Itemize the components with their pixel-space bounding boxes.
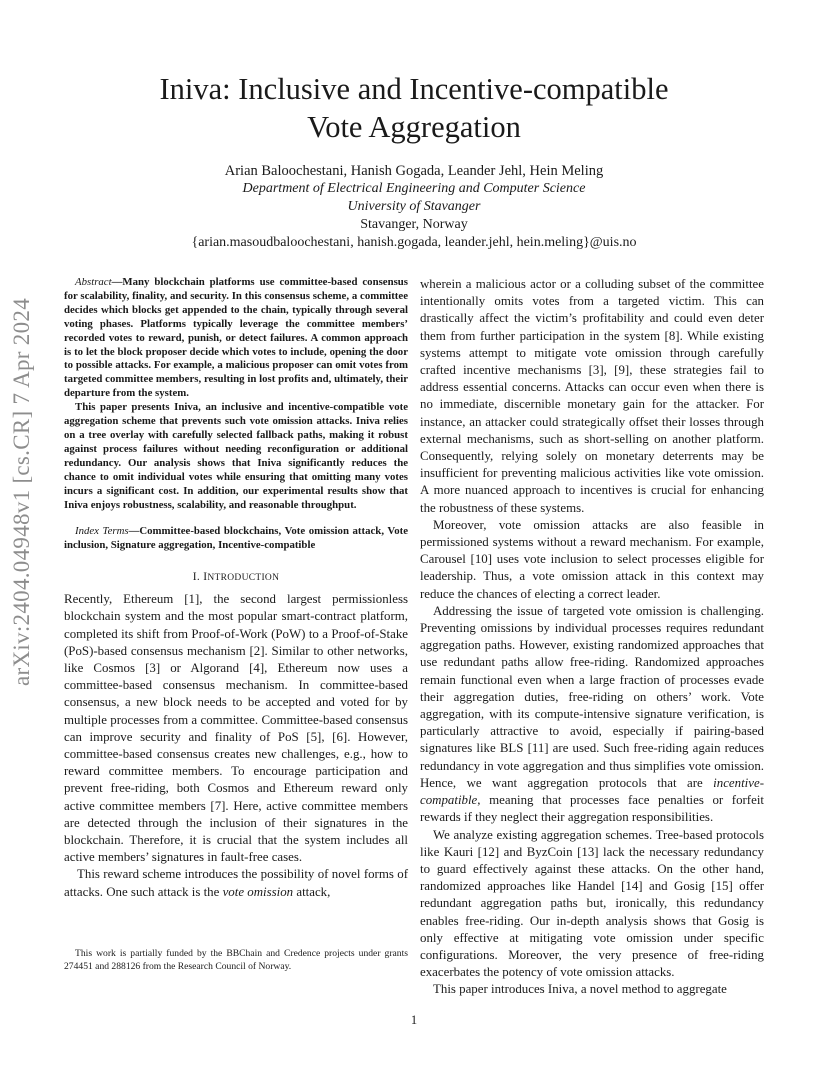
left-body-text: [64, 591, 408, 901]
index-terms: [64, 525, 408, 553]
intro-paragraph-4: [420, 603, 764, 827]
arxiv-side-stamp: [2, 292, 42, 692]
section-heading-introduction: I. INTRODUCTION: [192, 571, 280, 584]
author-block: [100, 162, 728, 252]
abstract-text-1: —Many blockchain platforms use committee-based consensus for scalability, finality, and security. In this consensus scheme, a committee decides which blocks get appended to the chain, typically through several voting phases. Platforms typically leverage the committee members’ recorded votes to reward, punish, or detect failures. A common approach is to let the block proposer decide which votes to include, opening the door to possible attacks. For example, a malicious proposer can omit votes from targeted committee members, resulting in lost profits and, ultimately, their departure from the system.: [64, 276, 408, 400]
right-column: [420, 276, 764, 999]
title-line-2: Vote Aggregation: [307, 110, 521, 144]
intro-paragraph-1: Recently, Ethereum [1], the second largest permissionless blockchain system and the most popular smart-contract platform, completed its shift from Proof-of-Work (PoW) to a Proof-of-Stake (PoS)-based consensus mechanism [2]. Similar to other networks, like Cosmos [3] or Algorand [4], Ethereum now uses a committee-based consensus mechanism. In committee-based consensus, a new block needs to be accepted and voted for by multiple processes from a committee. Committee-based consensus can improve security and finality of PoS [5], [6]. However, committee-based consensus creates new challenges, e.g., how to reward committee members. To encourage participation and prevent free-riding, both Cosmos and Ethereum reward only active committee members [7]. Here, active committee members are detected through the inclusion of their signatures in the blockchain. Therefore, it is crucial that the system includes all active members’ signatures in fault-free cases.: [64, 592, 408, 865]
left-column: [64, 276, 408, 901]
intro-paragraph-2-continued: wherein a malicious actor or a colluding subset of the committee intentionally omits votes from a targeted victim. This can drastically affect the victim’s profitability and could even deter them from further participation in the system [8]. While existing systems attempt to mitigate vote omission through carefully crafted incentive mechanisms [3], [9], these strategies fail to address essential concerns. Attacks can occur even when there is no immediate, discernible monetary gain for the attacker. For instance, an attacker could strategically offset their losses through external mechanisms, such as short-selling on another platform. Consequently, relying solely on monetary deterrents may be insufficient for preventing malicious activities like vote omission. A more nuanced approach to incentives is crucial for enhancing the robustness of these systems.: [420, 277, 764, 515]
funding-footnote: This work is partially funded by the BBChain and Credence projects under grants 274451 and 288126 from the Research Council of Norway.: [64, 948, 408, 972]
author-university: University of Stavanger: [347, 199, 481, 214]
intro-paragraph-2-start: This reward scheme introduces the possibility of novel forms of attacks. One such attack is the: [64, 867, 408, 899]
intro-paragraph-4-end: , meaning that processes face penalties or forfeit rewards if they neglect their aggregation responsibilities.: [420, 793, 764, 825]
index-terms-text: —Committee-based blockchains, Vote omission attack, Vote inclusion, Signature aggregation, Incentive-compatible: [64, 525, 408, 552]
abstract-label: Abstract: [75, 276, 112, 288]
arxiv-identifier: arXiv:2404.04948v1 [cs.CR] 7 Apr 2024: [9, 297, 34, 687]
author-names: Arian Baloochestani, Hanish Gogada, Leander Jehl, Hein Meling: [224, 163, 604, 179]
abstract-paragraph-2: This paper presents Iniva, an inclusive and incentive-compatible vote aggregation scheme that prevents such vote omission attacks. Iniva relies on a tree overlay with carefully selected fallback paths, making it robust against process failures without needing reconfiguration or additional redundancy. Our analysis shows that Iniva significantly reduces the chance to omit individual votes while ensuring that omitting many votes incurs a significant cost. In addition, our experimental results show that Iniva enjoys robustness, scalability, and reasonable throughput.: [64, 401, 408, 511]
intro-paragraph-6: This paper introduces Iniva, a novel method to aggregate: [433, 982, 727, 997]
author-emails: {arian.masoudbaloochestani, hanish.gogada, leander.jehl, hein.meling}@uis.no: [191, 235, 637, 250]
index-terms-label: Index Terms: [75, 525, 129, 538]
intro-paragraph-4-emphasis: incentive-compatible: [420, 775, 764, 808]
author-location: Stavanger, Norway: [360, 217, 468, 232]
intro-paragraph-2-end: attack,: [293, 884, 331, 899]
intro-paragraph-3: Moreover, vote omission attacks are also feasible in permissioned systems without a reward mechanism. For example, Carousel [10] uses vote inclusion to select processes eligible for leadership. Thus, a vote omission attack in this context may reduce the chances of electing a correct leader.: [420, 517, 764, 601]
right-body-text: [420, 276, 764, 999]
intro-paragraph-4-start: Addressing the issue of targeted vote omission is challenging. Preventing omissions by individual processes requires redundant aggregation paths. However, existing randomized approaches that use redundant paths allow free-riding. Randomized approaches remain functional even when a large fraction of processes evade their aggregation duties, free-riding on others’ work. Vote aggregation, with its compute-intensive signature verification, is particularly attractive to avoid, especially if pairing-based signatures like BLS [11] are used. Such free-riding again reduces redundancy in vote aggregation and thus simplifies vote omission. Hence, we want aggregation protocols that are: [420, 603, 764, 790]
paper-title: [100, 70, 728, 146]
intro-paragraph-2-emphasis: vote omission: [222, 884, 294, 899]
intro-paragraph-5: We analyze existing aggregation schemes. Tree-based protocols like Kauri [12] and ByzCoin [13] lack the necessary redundancy to guard effectively against these attacks. On the other hand, randomized approaches like Handel [14] and Gosig [15] offer redundant aggregation paths but, ironically, this redundancy enables free-riding. Our in-depth analysis shows that Gosig is only effective at mitigating vote omission under specific configurations. Moreover, the very presence of free-riding exacerbates the potency of vote omission attacks.: [420, 827, 764, 980]
title-line-1: Iniva: Inclusive and Incentive-compatible: [159, 72, 669, 106]
abstract: [64, 276, 408, 512]
author-department: Department of Electrical Engineering and Computer Science: [242, 181, 586, 196]
page-number: 1: [410, 1013, 418, 1027]
abstract-paragraph-1: [64, 276, 408, 401]
intro-paragraph-2: [64, 866, 408, 900]
